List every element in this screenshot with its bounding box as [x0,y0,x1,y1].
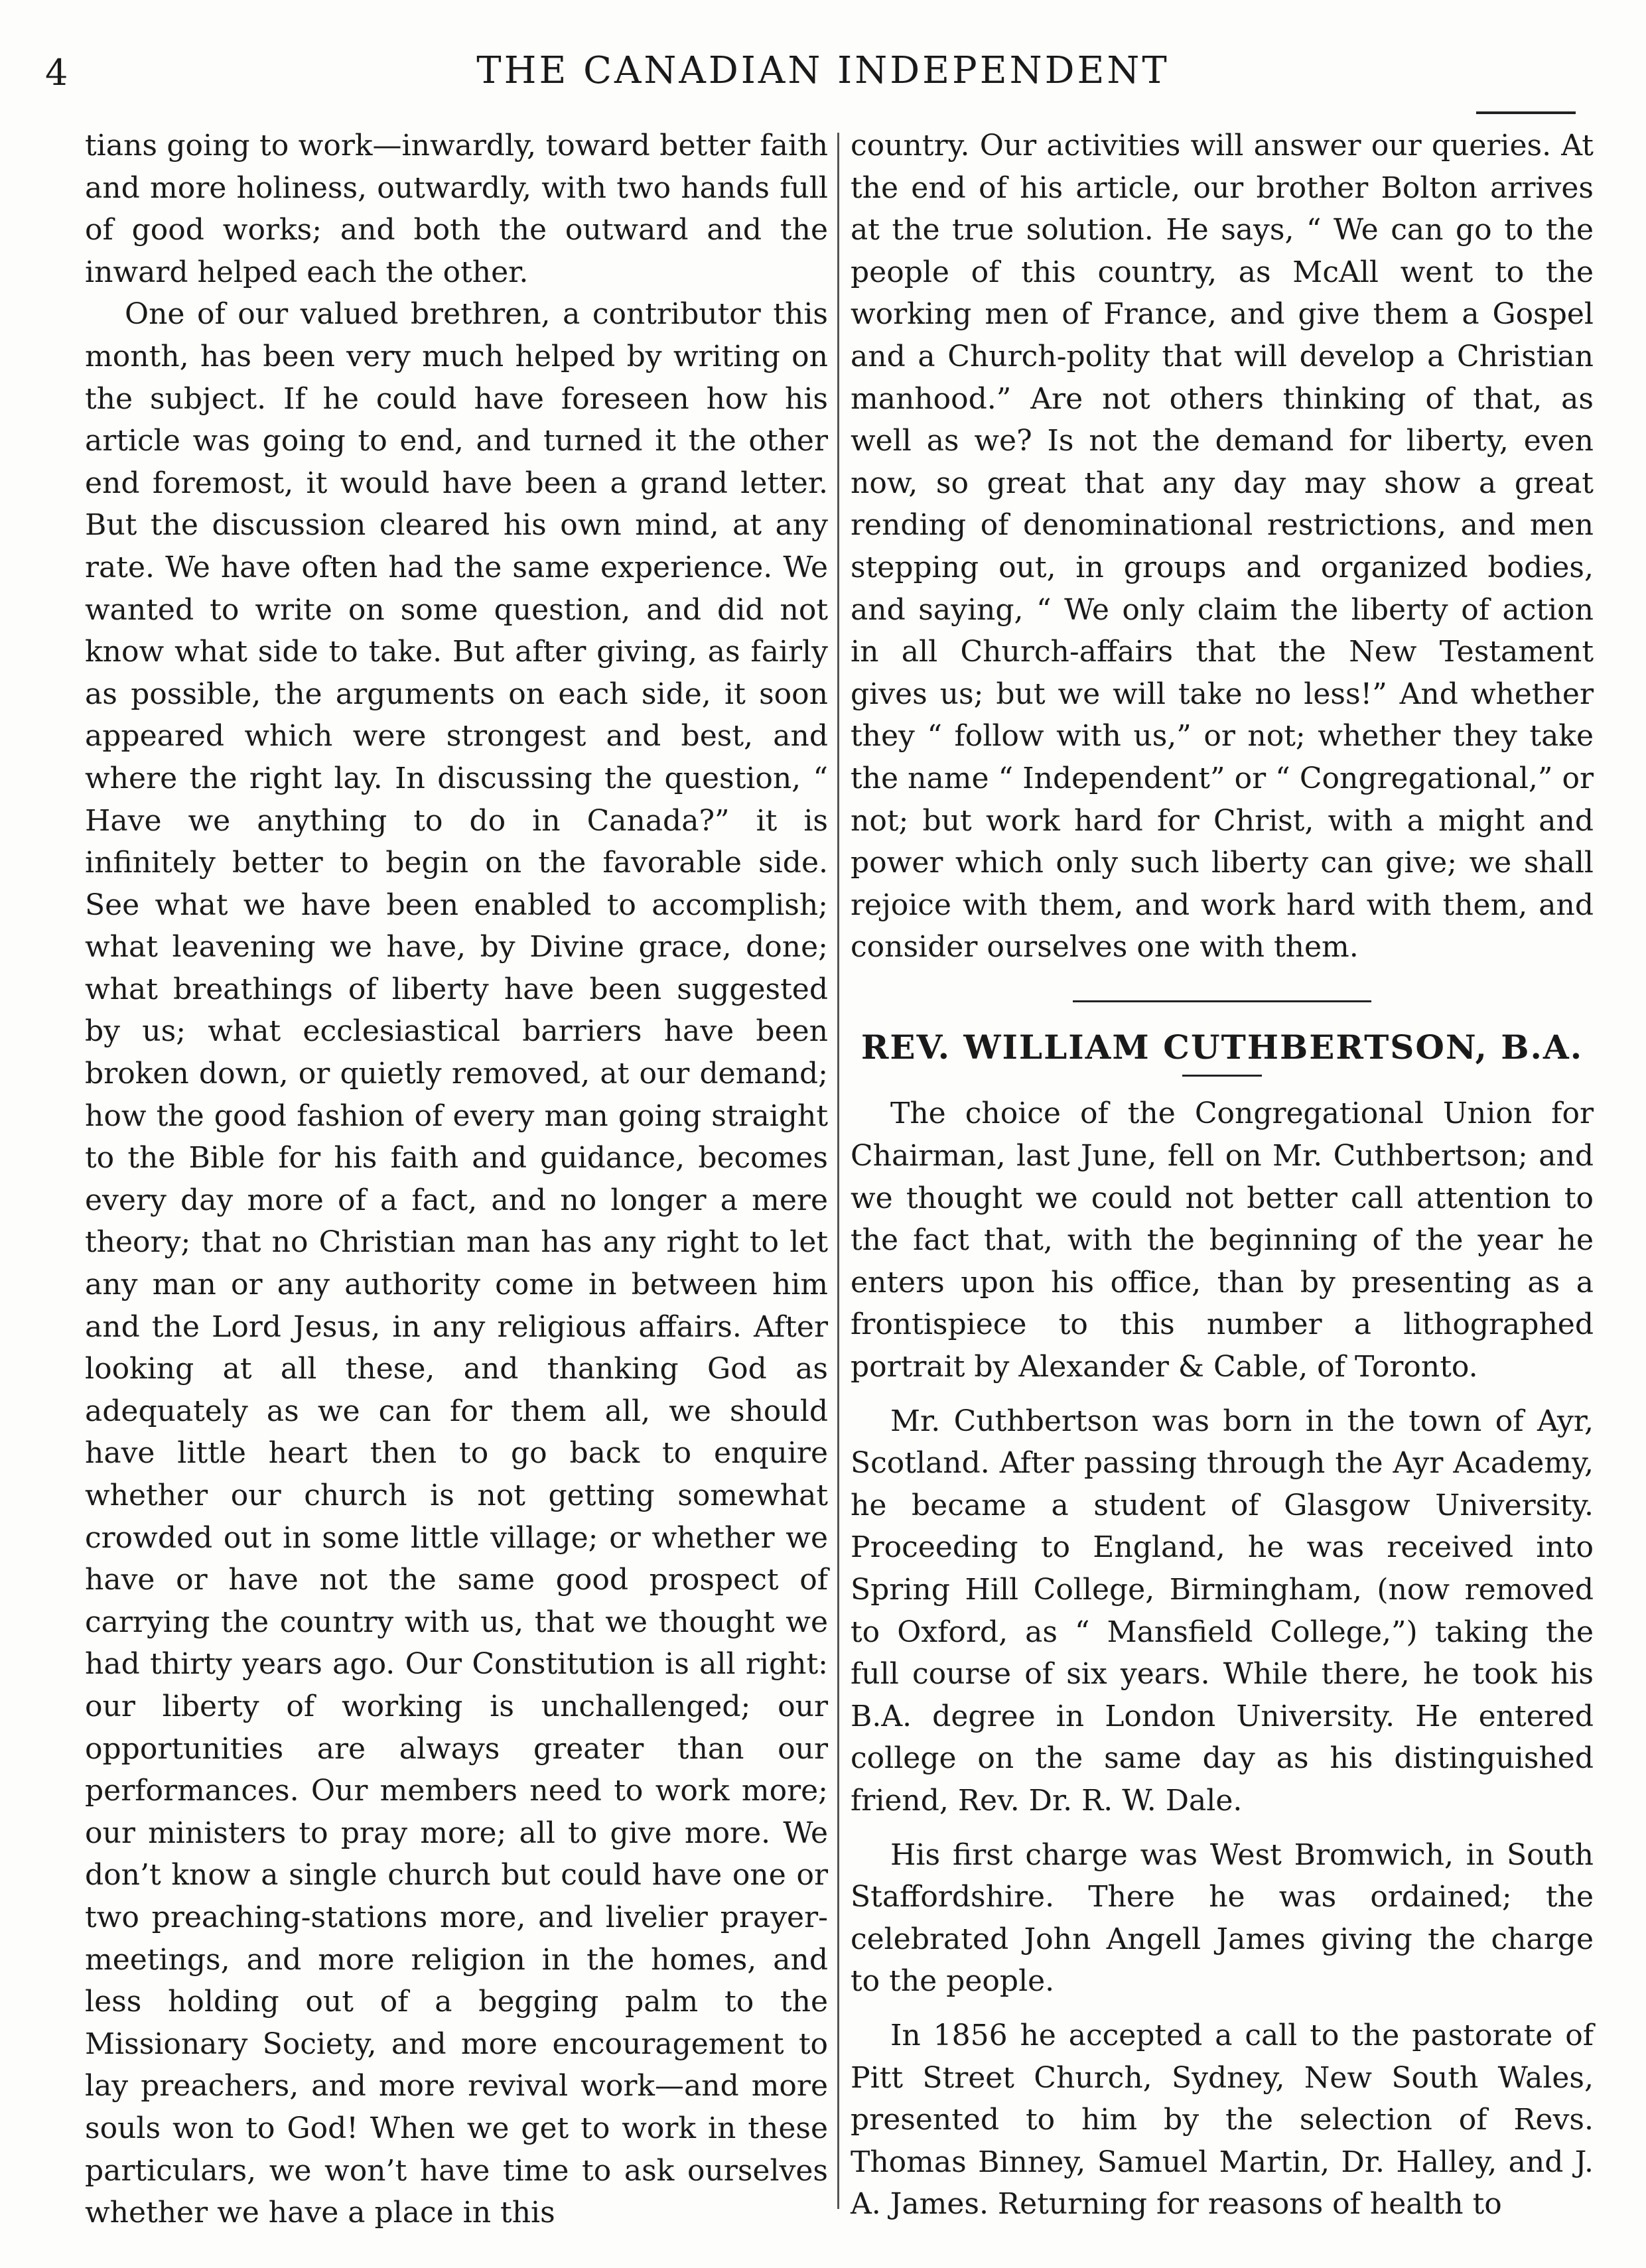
running-head: THE CANADIAN INDEPENDENT [476,49,1170,92]
article-paragraph-4: In 1856 he accepted a call to the pastorate of Pitt Street Church, Sydney, New South Wales, presented to him by the selection of Revs. Thomas Binney, Samuel Martin, Dr. Halley, and J. A. James. Returning for reasons of health to [851,2018,1594,2222]
article-paragraph-1: The choice of the Congregational Union for Chairman, last June, fell on Mr. Cuthbertson; and we thought we could not better call attention to the fact that, with the beginning of the year he enters upon his office, than by presenting as a frontispiece to this number a lithographed portrait by Alexander & Cable, of Toronto. [851,1097,1594,1384]
article-heading: REV. WILLIAM CUTHBERTSON, B.A. [860,1027,1584,1067]
section-divider [1073,1000,1371,1002]
article-paragraph-2: Mr. Cuthbertson was born in the town of Ayr, Scotland. After passing through the Ayr Academy, he became a student of Glasgow University. Proceeding to England, he was received into Spring Hill College, Birmingham, (now removed to Oxford, as “ Mansfield College,”) taking the full course of six years. While there, he took his B.A. degree in London University. He entered college on the same day as his distinguished friend, Rev. Dr. R. W. Dale. [851,1404,1594,1818]
article-paragraph-3: His first charge was West Bromwich, in South Staffordshire. There he was ordained; the celebrated John Angell James giving the charge to the people. [851,1837,1594,1999]
right-column [851,125,1594,2226]
right-paragraph-1: country. Our activities will answer our queries. At the end of his article, our brother Bolton arrives at the true solution. He says, “ We can go to the people of this country, as McAll went to the working men of France, and give them a Gospel and a Church-polity that will develop a Christian manhood.” Are not others thinking of that, as well as we? Is not the demand for liberty, even now, so great that any day may show a great rending of denominational restrictions, and men stepping out, in groups and organized bodies, and saying, “ We only claim the liberty of action in all Church-affairs that the New Testament gives us; but we will take no less!” And whether they “ follow with us,” or not; whether they take the name “ Independent” or “ Congregational,” or not; but work hard for Christ, with a might and power which only such liberty can give; we shall rejoice with them, and work hard with them, and consider ourselves one with them. [851,129,1594,965]
header-rule [1476,111,1576,114]
left-paragraph-2: One of our valued brethren, a contributor this month, has been very much helped by writing on the subject. If he could have foreseen how his article was going to end, and turned it the other end foremost, it would have been a grand letter. But the discussion cleared his own mind, at any rate. We have often had the same experience. We wanted to write on some question, and did not know what side to take. But after giving, as fairly as possible, the arguments on each side, it soon appeared which were strongest and best, and where the right lay. In discussing the question, “ Have we anything to do in Canada?” it is infinitely better to begin on the favorable side. See what we have been enabled to accomplish; what leavening we have, by Divine grace, done; what breathings of liberty have been suggested by us; what ecclesiastical barriers have been broken down, or quietly removed, at our demand; how the good fashion of every man going straight to the Bible for his faith and guidance, becomes every day more of a fact, and no longer a mere theory; that no Christian man has any right to let any man or any authority come in between him and the Lord Jesus, in any religious affairs. After looking at all these, and thanking God as adequately as we can for them all, we should have little heart then to go back to enquire whether our church is not getting somewhat crowded out in some little village; or whether we have or have not the same good prospect of carrying the country with us, that we thought we had thirty years ago. Our Constitution is all right: our liberty of working is unchallenged; our opportunities are always greater than our performances. Our members need to work more; our ministers to pray more; all to give more. We don’t know a single church but could have one or two preaching-stations more, and livelier prayer-meetings, and more religion in the homes, and less holding out of a begging palm to the Missionary Society, and more encouragement to lay preachers, and more revival work—and more souls won to God! When we get to work in these particulars, we won’t have time to ask ourselves whether we have a place in this [85,297,828,2230]
column-divider [837,133,839,2209]
page-number: 4 [45,52,68,94]
left-column [85,125,828,2234]
heading-underline [1182,1075,1262,1077]
left-paragraph-1: tians going to work—inwardly, toward better faith and more holiness, outwardly, with two hands full of good works; and both the outward and the inward helped each the other. [85,129,828,289]
